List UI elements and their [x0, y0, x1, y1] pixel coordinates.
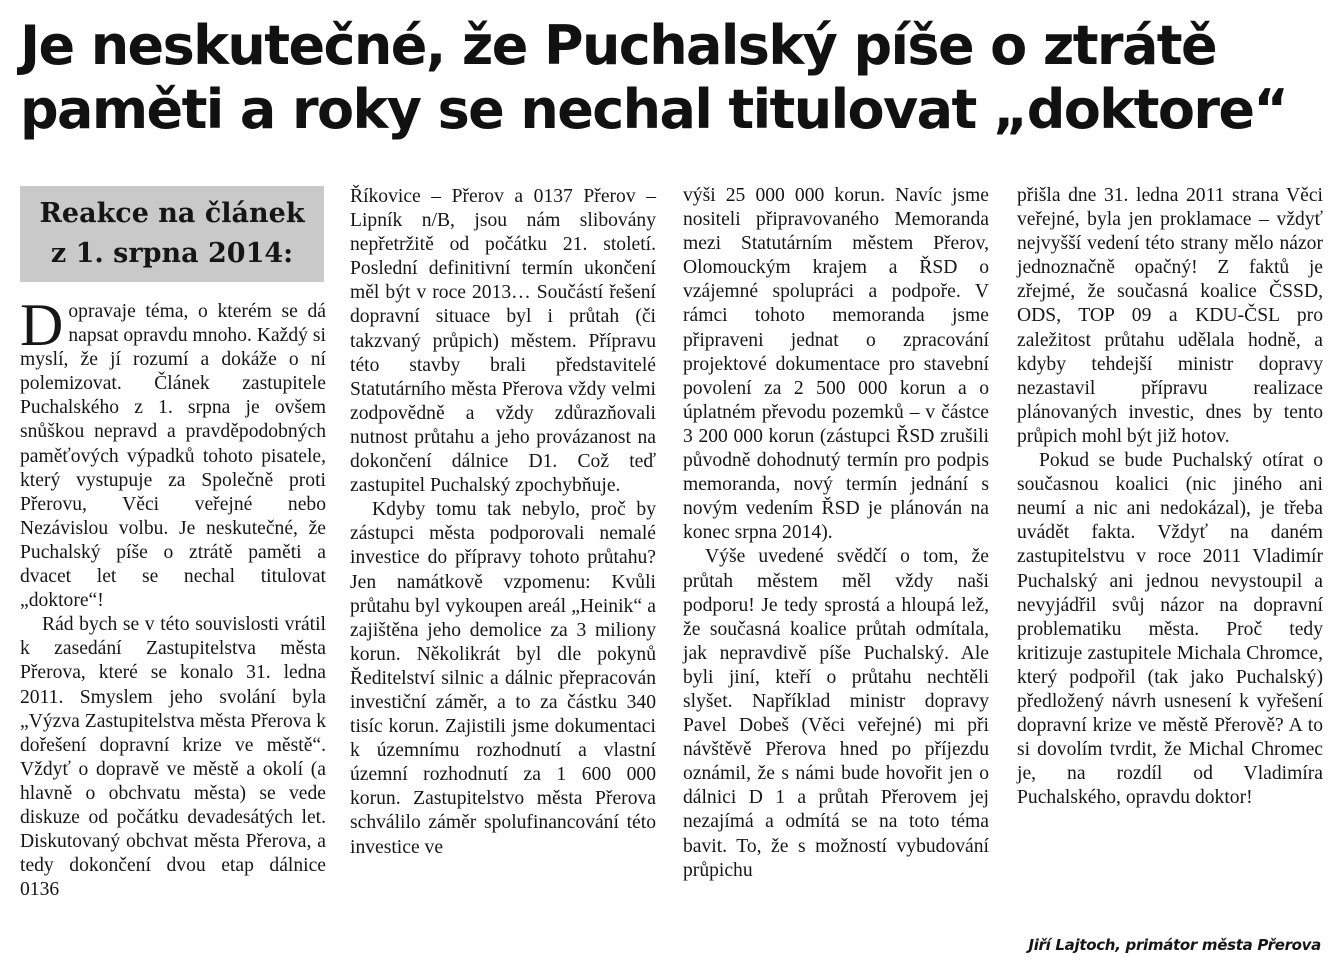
article-paragraph-6: Výše uvedené svědčí o tom, že průtah městem měl vždy naši podporu! Je tedy sprostá a hloupá lež, že současná koalice průtah odmítala, jak nepravdivě píše Puchalský. Ale byli jiní, kteří o průtahu nechtěli slyšet. Například ministr dopravy Pavel Dobeš (Věci veřejné) mi při návštěvě Přerova hned po příjezdu oznámil, že s námi bude hovořit jen o dálnici D 1 a průtah Přerovem jej nezajímá a odmítá se na toto téma bavit. To, že s možností vybudování průpichu	[683, 546, 989, 881]
article-paragraph-5: výši 25 000 000 korun. Navíc jsme nositeli připravovaného Memoranda mezi Statutárním městem Přerov, Olomouckým krajem a ŘSD o vzájemné spolupráci a podpoře. V rámci tohoto memoranda jsme připraveni jednat o zpracování projektové dokumentace pro stavební povolení za 2 500 000 korun a o úplatném převodu pozemků – v částce 3 200 000 korun (zástupci ŘSD zrušili původně dohodnutý termín pro podpis memoranda, nový termín jednání s novým vedením ŘSD je plánován na konec srpna 2014).	[683, 185, 989, 544]
reaction-box	[20, 186, 324, 282]
headline	[20, 14, 1320, 142]
article-paragraph-8: Pokud se bude Puchalský otírat o současnou koalici (nic jiného ani neumí a nic ani nedokázal), je třeba uvádět fakta. Vždyť na daném zastupitelstvu v roce 2011 Vladimír Puchalský ani jednou nevystoupil a nevyjádřil svůj názor na dopravní problematiku města. Proč tedy kritizuje zastupitele Michala Chromce, který podpořil (tak jako Puchalský) předložený návrh usnesení k vyřešení dopravní krize ve městě Přerově? A to si dovolím tvrdit, že Michal Chromec je, na rozdíl od Vladimíra Puchalského, opravdu doktor!	[1017, 450, 1323, 809]
column-1	[20, 184, 326, 902]
column-3	[683, 184, 989, 883]
article-paragraph-3: Říkovice – Přerov a 0137 Přerov – Lipník n/B, jsou nám slibovány nepřetržitě od počátku 21. století. Poslední definitivní termín ukončení měl být v roce 2013… Součástí řešení dopravní situace byl i průtah (či takzvaný průpich) městem. Přípravu této stavby brali představitelé Statutárního města Přerova vždy velmi zodpovědně a vždy zdůrazňovali nutnost průtahu a jeho provázanost na dokončení dálnice D1. Což teď zastupitel Puchalský zpochybňuje.	[350, 186, 656, 497]
column-4	[1017, 184, 1323, 810]
article-paragraph-4: Kdyby tomu tak nebylo, proč by zástupci města podporovali nemalé investice do přípravy tohoto průtahu? Jen namátkově vzpomenu: Kvůli průtahu byl vykoupen areál „Heinik“ a zajištěna jeho demolice za 3 miliony korun. Několikrát byl dle pokynů Ředitelství silnic a dálnic přepracován investiční záměr, a to za částku 340 tisíc korun. Zajistili jsme dokumentaci k územnímu rozhodnutí a vlastní územní rozhodnutí za 1 600 000 korun. Zastupitelstvo města Přerova schválilo záměr spolufinancování této investice ve	[350, 499, 656, 858]
author-signature: Jiří Lajtoch, primátor města Přerova	[1028, 936, 1321, 954]
reaction-box-line-1: Reakce na článek	[39, 198, 305, 229]
drop-cap: D	[20, 292, 64, 358]
article-paragraph-2: Rád bych se v této souvislosti vrátil k zasedání Zastupitelstva města Přerova, které se konalo 31. ledna 2011. Smyslem jeho svolání byla „Výzva Zastupitelstva města Přerova k dořešení dopravní krize ve městě“. Vždyť o dopravě ve městě a okolí (a hlavně o obchvatu města) se vede diskuze od počátku devadesátých let. Diskutovaný obchvat města Přerova, a tedy dokončení dvou etap dálnice 0136	[20, 614, 326, 901]
headline-line-1: Je neskutečné, že Puchalský píše o ztrátě	[20, 14, 1217, 77]
column-2	[350, 185, 656, 860]
article-paragraph-7: přišla dne 31. ledna 2011 strana Věci veřejné, byla jen proklamace – vždyť nejvyšší vedení této strany mělo názor jednoznačně opačný! Z faktů je zřejmé, že současná koalice ČSSD, ODS, TOP 09 a KDU-ČSL pro zaležitost průtahu udělala hodně, a kdyby tehdejší ministr dopravy nezastavil přípravu realizace plánovaných investic, dnes by tento průpich mohl být již hotov.	[1017, 185, 1323, 447]
article-paragraph-1-text: opravaje téma, o kterém se dá napsat opravdu mnoho. Každý si myslí, že jí rozumí a dokáže o ní polemizovat. Článek zastupitele Puchalského z 1. srpna je ovšem snůškou nepravd a pravděpodobných paměťových výpadků tohoto pisatele, který vystupuje za Společně proti Přerovu, Věci veřejné nebo Nezávislou volbu. Je neskutečné, že Puchalský píše o ztrátě paměti a dvacet let se nechal titulovat „doktore“!	[20, 301, 326, 612]
headline-line-2: paměti a roky se nechal titulovat „doktore“	[20, 78, 1288, 141]
reaction-box-line-2: z 1. srpna 2014:	[50, 238, 294, 269]
article-paragraph-1	[20, 292, 326, 613]
